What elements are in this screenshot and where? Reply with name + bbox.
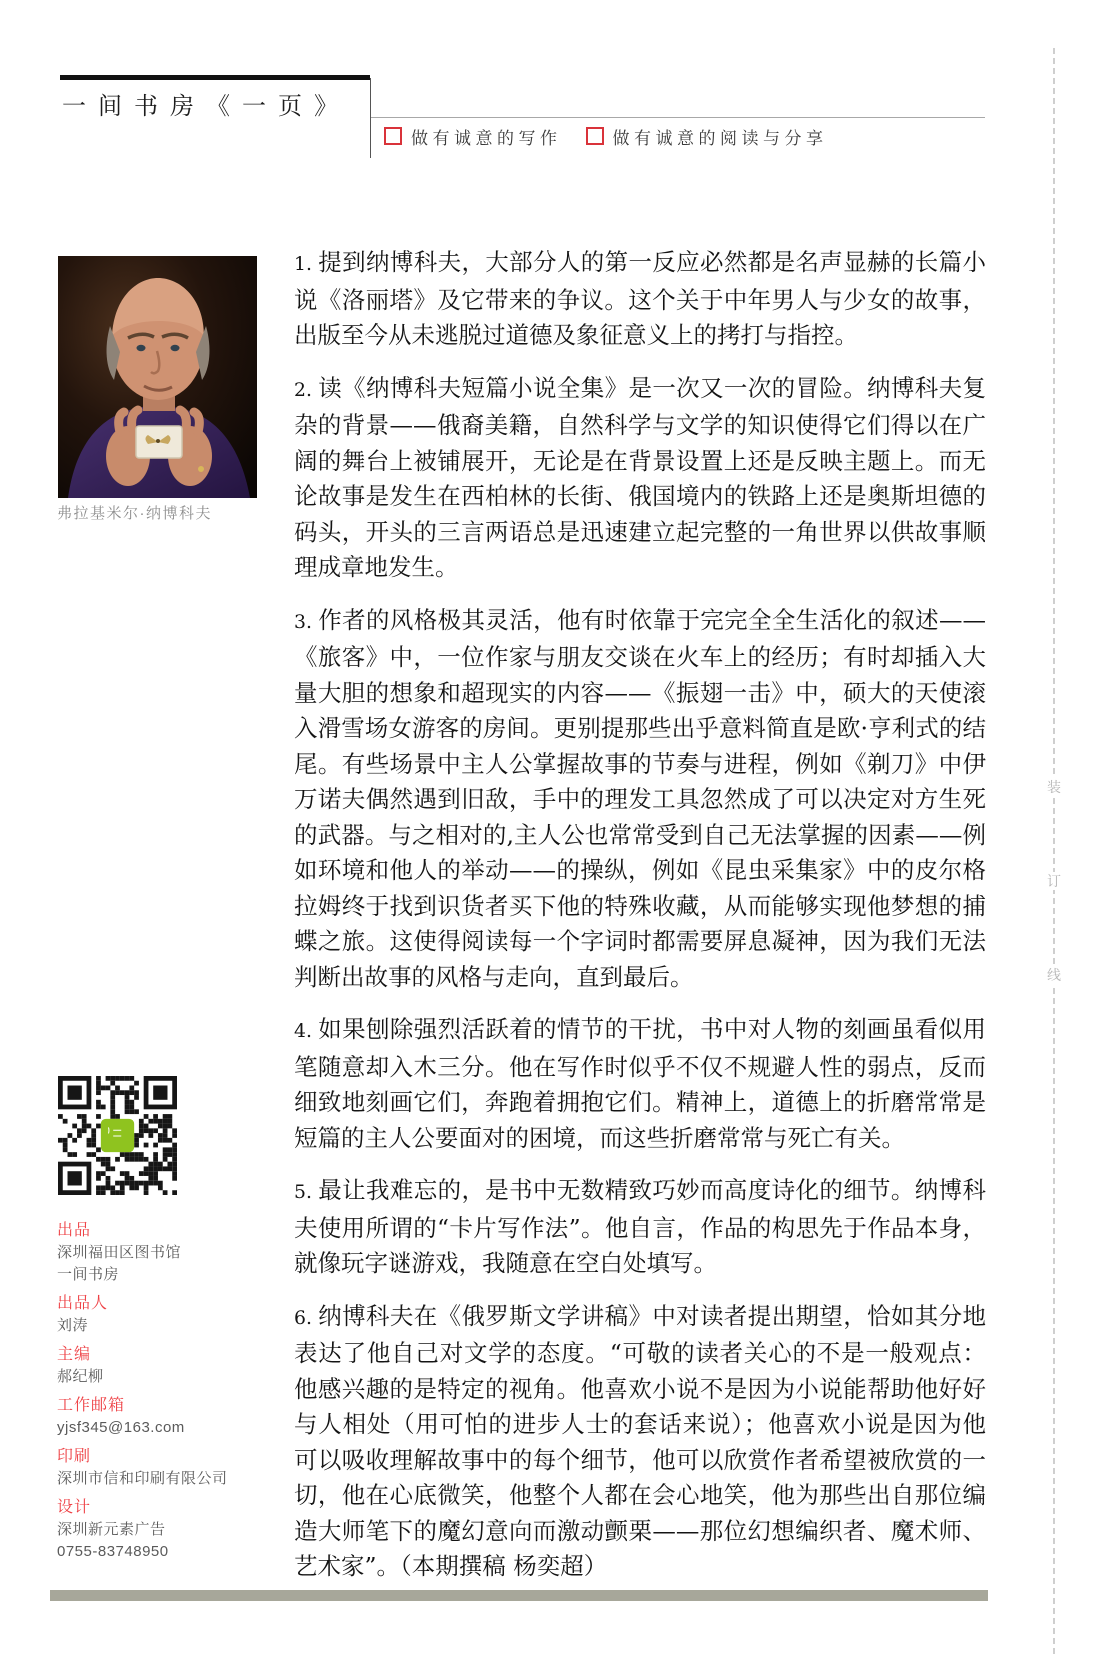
- colophon-section: [57, 1294, 272, 1337]
- article-body: [294, 245, 986, 1602]
- colophon-value: 0755-83748950: [57, 1543, 169, 1560]
- masthead-title: 一间书房《一页》: [62, 93, 350, 120]
- binding-char: 订: [1047, 873, 1061, 889]
- paragraph-number: 3.: [294, 611, 312, 633]
- colophon-section: [57, 1498, 272, 1563]
- binding-char: 线: [1047, 967, 1061, 983]
- binding-dashed-line: [1053, 48, 1055, 1654]
- qr-code: [58, 1076, 177, 1195]
- masthead-vertical-divider: [370, 78, 371, 158]
- colophon-value: 一间书房: [57, 1266, 120, 1283]
- nabokov-portrait-image: [58, 256, 257, 498]
- colophon-value: 深圳市信和印刷有限公司: [57, 1470, 228, 1487]
- colophon-label: 印刷: [57, 1448, 92, 1465]
- slogan-row: [384, 126, 828, 146]
- article-paragraph: 3. 作者的风格极其灵活，他有时依靠于完完全全生活化的叙述——《旅客》中，一位作家与朋友交谈在火车上的经历；有时却插入大量大胆的想象和超现实的内容——《振翅一击》中，硕大的天使滚入滑雪场女游客的房间。更别提那些出乎意料简直是欧·亨利式的结尾。有些场景中主人公掌握故事的节奏与进程，例如《剃刀》中伊万诺夫偶然遇到旧敌，手中的理发工具忽然成了可以决定对方生死的武器。与之相对的,主人公也常常受到自己无法掌握的因素——例如环境和他人的举动——的操纵，例如《昆虫采集家》中的皮尔格拉姆终于找到识货者买下他的特殊收藏，从而能够实现他梦想的捕蝶之旅。这使得阅读每一个字词时都需要屏息凝神，因为我们无法判断出故事的风格与走向，直到最后。: [294, 605, 986, 991]
- paragraph-number: 1.: [294, 254, 312, 275]
- article-paragraph: 4. 如果刨除强烈活跃着的情节的干扰，书中对人物的刻画虽看似用笔随意却入木三分。他在写作时似乎不仅不规避人性的弱点，反而细致地刻画它们，奔跑着拥抱它们。精神上，道德上的折磨常常是短篇的主人公要面对的困境，而这些折磨常常与死亡有关。: [294, 1015, 986, 1152]
- colophon-section: [57, 1447, 272, 1490]
- masthead-horizontal-rule: [371, 117, 985, 118]
- colophon-label: 设计: [57, 1499, 92, 1516]
- colophon-label: 工作邮箱: [57, 1397, 126, 1414]
- paragraph-number: 6.: [294, 1307, 312, 1329]
- colophon-label: 出品人: [57, 1295, 109, 1312]
- article-paragraph: 1. 提到纳博科夫，大部分人的第一反应必然都是名声显赫的长篇小说《洛丽塔》及它带来的争议。这个关于中年男人与少女的故事，出版至今从未逃脱过道德及象征意义上的拷打与指控。: [294, 248, 986, 349]
- colophon-value: yjsf345@163.com: [57, 1419, 185, 1436]
- colophon-value: 郝纪柳: [57, 1368, 104, 1385]
- paragraph-number: 4.: [294, 1021, 312, 1042]
- article-paragraph: 5. 最让我难忘的，是书中无数精致巧妙而高度诗化的细节。纳博科夫使用所谓的“卡片写作法”。他自言，作品的构思先于作品本身，就像玩字谜游戏，我随意在空白处填写。: [294, 1176, 986, 1277]
- portrait-photo: [58, 256, 257, 498]
- paragraph-number: 2.: [294, 379, 312, 401]
- colophon-label: 出品: [57, 1222, 92, 1239]
- colophon-label: 主编: [57, 1346, 92, 1363]
- article-paragraph: 2. 读《纳博科夫短篇小说全集》是一次又一次的冒险。纳博科夫复杂的背景——俄裔美籍，自然科学与文学的知识使得它们得以在广阔的舞台上被铺展开，无论是在背景设置上还是反映主题上。而无论故事是发生在西柏林的长街、俄国境内的铁路上还是奥斯坦德的码头，开头的三言两语总是迅速建立起完整的一角世界以供故事顺理成章地发生。: [294, 373, 986, 581]
- checkbox-icon: [586, 127, 604, 145]
- checkbox-icon: [384, 127, 402, 145]
- footer-bar: [50, 1590, 988, 1601]
- colophon-section: [57, 1396, 272, 1439]
- portrait-caption: 弗拉基米尔·纳博科夫: [57, 505, 212, 522]
- colophon-section: [57, 1221, 272, 1286]
- colophon-value: 刘涛: [57, 1317, 89, 1334]
- slogan-label: 做有诚意的阅读与分享: [612, 128, 828, 148]
- masthead-top-rule: [60, 75, 370, 80]
- slogan-label: 做有诚意的写作: [411, 128, 562, 148]
- paragraph-number: 5.: [294, 1182, 312, 1203]
- colophon-value: 深圳新元素广告: [57, 1521, 166, 1538]
- colophon-section: [57, 1345, 272, 1388]
- qr-code-image: [58, 1076, 177, 1195]
- binding-char: 装: [1047, 779, 1061, 795]
- colophon: [57, 1221, 272, 1571]
- colophon-value: 深圳福田区图书馆: [57, 1244, 182, 1261]
- article-paragraph: 6. 纳博科夫在《俄罗斯文学讲稿》中对读者提出期望，恰如其分地表达了他自己对文学的态度。“可敬的读者关心的不是一般观点：他感兴趣的是特定的视角。他喜欢小说不是因为小说能帮助他好好与人相处（用可怕的进步人士的套话来说）；他喜欢小说是因为他可以吸收理解故事中的每个细节，他可以欣赏作者希望被欣赏的一切，他在心底微笑，他整个人都在会心地笑，他为那些出自那位编造大师笔下的魔幻意向而激动颤栗——那位幻想编织者、魔术师、艺术家”。（本期撰稿 杨奕超）: [294, 1301, 986, 1580]
